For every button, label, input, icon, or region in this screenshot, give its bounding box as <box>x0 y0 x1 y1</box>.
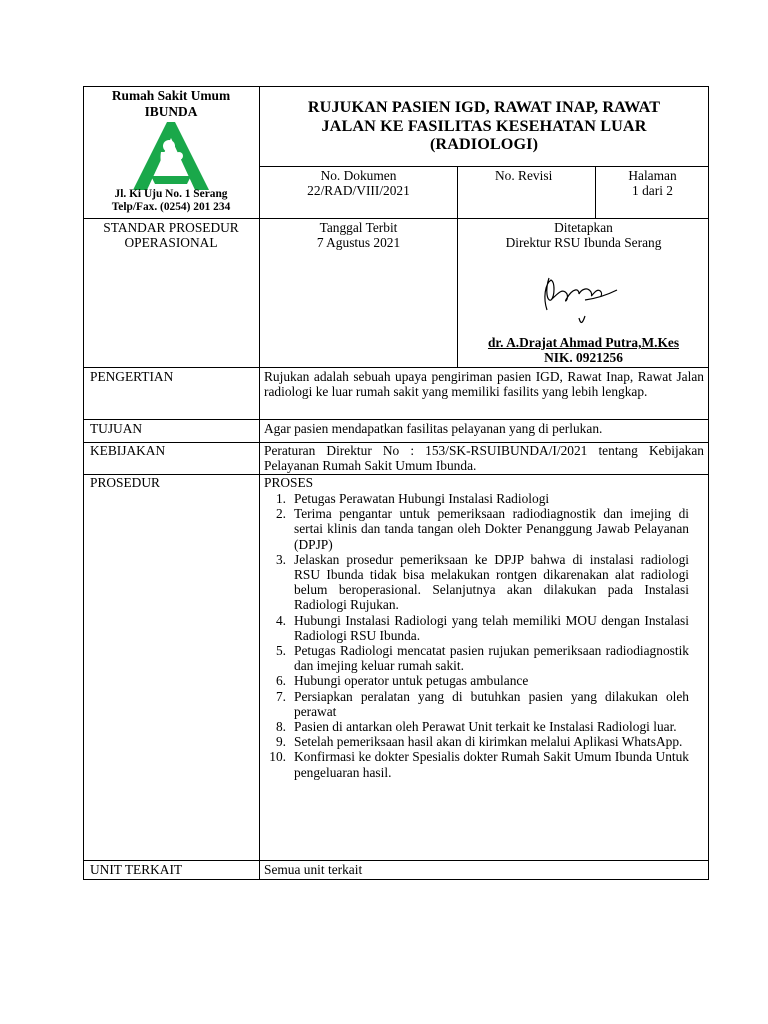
procedure-step: 5. Petugas Radiologi mencatat pasien rujukan pemeriksaan radiodiagnostik dan imejing keluar rumah sakit. <box>275 643 689 674</box>
hospital-address: Jl. Ki Uju No. 1 Serang Telp/Fax. (0254) 201 234 <box>111 188 231 214</box>
pengertian-text: Rujukan adalah sebuah upaya pengiriman pasien IGD, Rawat Inap, Rawat Jalan radiologi ke luar rumah sakit yang memiliki fasilits yang lebih lengkap. <box>264 369 704 400</box>
divider <box>83 218 709 219</box>
procedure-step: 4. Hubungi Instalasi Radiologi yang telah memiliki MOU dengan Instalasi Radiologi RSU Ibunda. <box>275 612 689 643</box>
signature <box>539 270 619 330</box>
document-number: No. Dokumen 22/RAD/VIII/2021 <box>307 168 410 199</box>
tujuan-label: TUJUAN <box>90 421 143 436</box>
signer-info: dr. A.Drajat Ahmad Putra,M.Kes NIK. 0921256 <box>487 335 680 366</box>
pengertian-label: PENGERTIAN <box>90 369 174 384</box>
document-title: RUJUKAN PASIEN IGD, RAWAT INAP, RAWAT JALAN KE FASILITAS KESEHATAN LUAR (RADIOLOGI) <box>307 98 661 154</box>
issue-date: Tanggal Terbit 7 Agustus 2021 <box>316 220 401 251</box>
procedure-step: 7. Persiapkan peralatan yang di butuhkan pasien yang dilakukan oleh perawat <box>275 688 689 719</box>
procedure-step: 10. Konfirmasi ke dokter Spesialis dokter Rumah Sakit Umum Ibunda Untuk pengeluaran hasil. <box>269 749 689 780</box>
procedure-step: 2. Terima pengantar untuk pemeriksaan radiodiagnostik dan imejing di sertai klinis dan tanda tangan oleh Dokter Penanggung Jawab Pelayanan (DPJP) <box>275 506 689 552</box>
revision-number: No. Revisi <box>495 168 553 183</box>
divider <box>259 86 260 880</box>
procedure-step: 8. Pasien di antarkan oleh Perawat Unit terkait ke Instalasi Radiologi luar. <box>275 719 677 735</box>
kebijakan-text: Peraturan Direktur No : 153/SK-RSUIBUNDA/I/2021 tentang Kebijakan Pelayanan Rumah Sakit Umum Ibunda. <box>264 443 704 474</box>
unit-terkait-label: UNIT TERKAIT <box>90 862 183 877</box>
kebijakan-label: KEBIJAKAN <box>90 443 166 458</box>
unit-terkait-text: Semua unit terkait <box>264 862 363 877</box>
approval-block: Ditetapkan Direktur RSU Ibunda Serang <box>505 220 662 251</box>
divider <box>83 419 709 420</box>
divider <box>83 860 709 861</box>
sop-document <box>83 86 709 880</box>
procedure-step: 6. Hubungi operator untuk petugas ambulance <box>275 673 529 689</box>
procedure-step: 9. Setelah pemeriksaan hasil akan di kirimkan melalui Aplikasi WhatsApp. <box>275 734 683 750</box>
tujuan-text: Agar pasien mendapatkan fasilitas pelayanan yang di perlukan. <box>264 421 603 436</box>
divider <box>83 367 709 368</box>
procedure-step: 1. Petugas Perawatan Hubungi Instalasi Radiologi <box>275 491 550 506</box>
divider <box>83 474 709 475</box>
page-number: Halaman 1 dari 2 <box>628 168 677 199</box>
hospital-logo <box>129 122 213 192</box>
sop-label: STANDAR PROSEDUR OPERASIONAL <box>103 220 239 251</box>
hospital-name: Rumah Sakit Umum IBUNDA <box>111 88 231 119</box>
procedure-steps <box>264 491 689 780</box>
divider <box>259 166 709 167</box>
prosedur-label: PROSEDUR <box>90 475 160 490</box>
prosedur-heading: PROSES <box>264 475 314 490</box>
procedure-step: 3. Jelaskan prosedur pemeriksaan ke DPJP bahwa di instalasi radiologi RSU Ibunda tidak bisa melakukan rontgen dikarenakan alat radiologi belum beroperasional. Selanjutnya akan dilakukan pada Instalasi Radiologi Rujukan. <box>275 551 689 613</box>
